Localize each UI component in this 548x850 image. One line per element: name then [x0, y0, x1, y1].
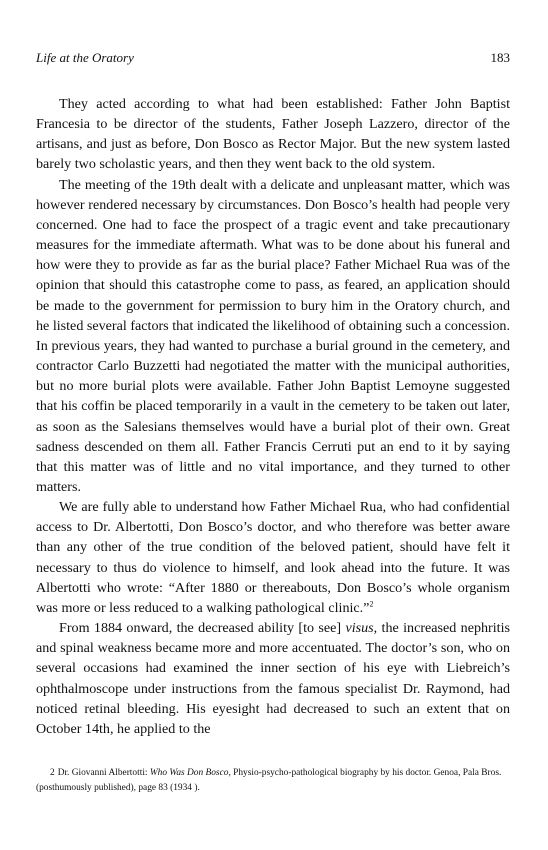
paragraph-4-text-end: , the increased nephritis and spinal weakness became more and more accentuated. The doctor’s son, who on several occasions had examined the inner section of his eye with Liebreich’s ophthalmoscope under instructions from the famous specialist Dr. Raymond, had noticed retinal bleeding. His eyesight had decreased to such an extent that on October 14th, he applied to the — [36, 620, 510, 737]
paragraph-3 — [36, 497, 510, 618]
footnote-text-end: , Physio-psycho-pathological biography by his doctor. Genoa, Pala Bros. (posthumously published), page 83 (1934 ). — [36, 768, 502, 793]
paragraph-4 — [36, 618, 510, 739]
paragraph-4-text-start: From 1884 onward, the decreased ability [to see] — [59, 620, 346, 637]
footnote-text-start: Dr. Giovanni Albertotti: — [57, 768, 150, 778]
footnote-number: 2 — [50, 768, 55, 778]
paragraph-3-text: We are fully able to understand how Father Michael Rua, who had confidential access to Dr. Albertotti, Don Bosco’s doctor, and who therefore was better aware than any other of the true condition of the beloved patient, should have felt it necessary to thus do violence to himself, and look ahead into the future. It was Albertotti who wrote: “After 1880 or thereabouts, Don Bosco’s whole organism was more or less reduced to a walking pathological clinic.” — [36, 499, 510, 616]
running-head — [36, 50, 510, 70]
paragraph-1: They acted according to what had been established: Father John Baptist Francesia to be director of the students, Father Joseph Lazzero, director of the artisans, and just as before, Don Bosco as Rector Major. But the new system lasted barely two scholastic years, and then they went back to the old system. — [36, 96, 510, 173]
body-text — [36, 94, 510, 739]
footnote-reference: 2 — [369, 599, 374, 609]
paragraph-2: The meeting of the 19th dealt with a delicate and unpleasant matter, which was however rendered necessary by circumstances. Don Bosco’s health had people very concerned. One had to face the prospect of a tragic event and take precautionary measures for the immediate aftermath. What was to be done about his funeral and how were they to provide as far as the burial place? Father Michael Rua was of the opinion that should this catastrophe come to pass, as feared, an application should be made to the government for permission to bury him in the Oratory church, and he listed several factors that indicated the likelihood of obtaining such a concession. In previous years, they had wanted to purchase a burial ground in the cemetery, and contractor Carlo Buzzetti had negotiated the matter with the municipal authorities, but no more burial plots were available. Father John Baptist Lemoyne suggested that his coffin be placed temporarily in a vault in the cemetery to be taken out later, as soon as the Salesians themselves would have a burial plot of their own. Great sadness descended on them all. Father Francis Cerruti put an end to it by saying that this matter was of little and no vital importance, and they turned to other matters. — [36, 176, 510, 495]
page-number: 183 — [490, 50, 510, 65]
footnote-book-title: Who Was Don Bosco — [149, 768, 229, 778]
italic-term-visus: visus — [345, 620, 374, 637]
running-title: Life at the Oratory — [36, 50, 134, 65]
footnote — [36, 766, 510, 796]
